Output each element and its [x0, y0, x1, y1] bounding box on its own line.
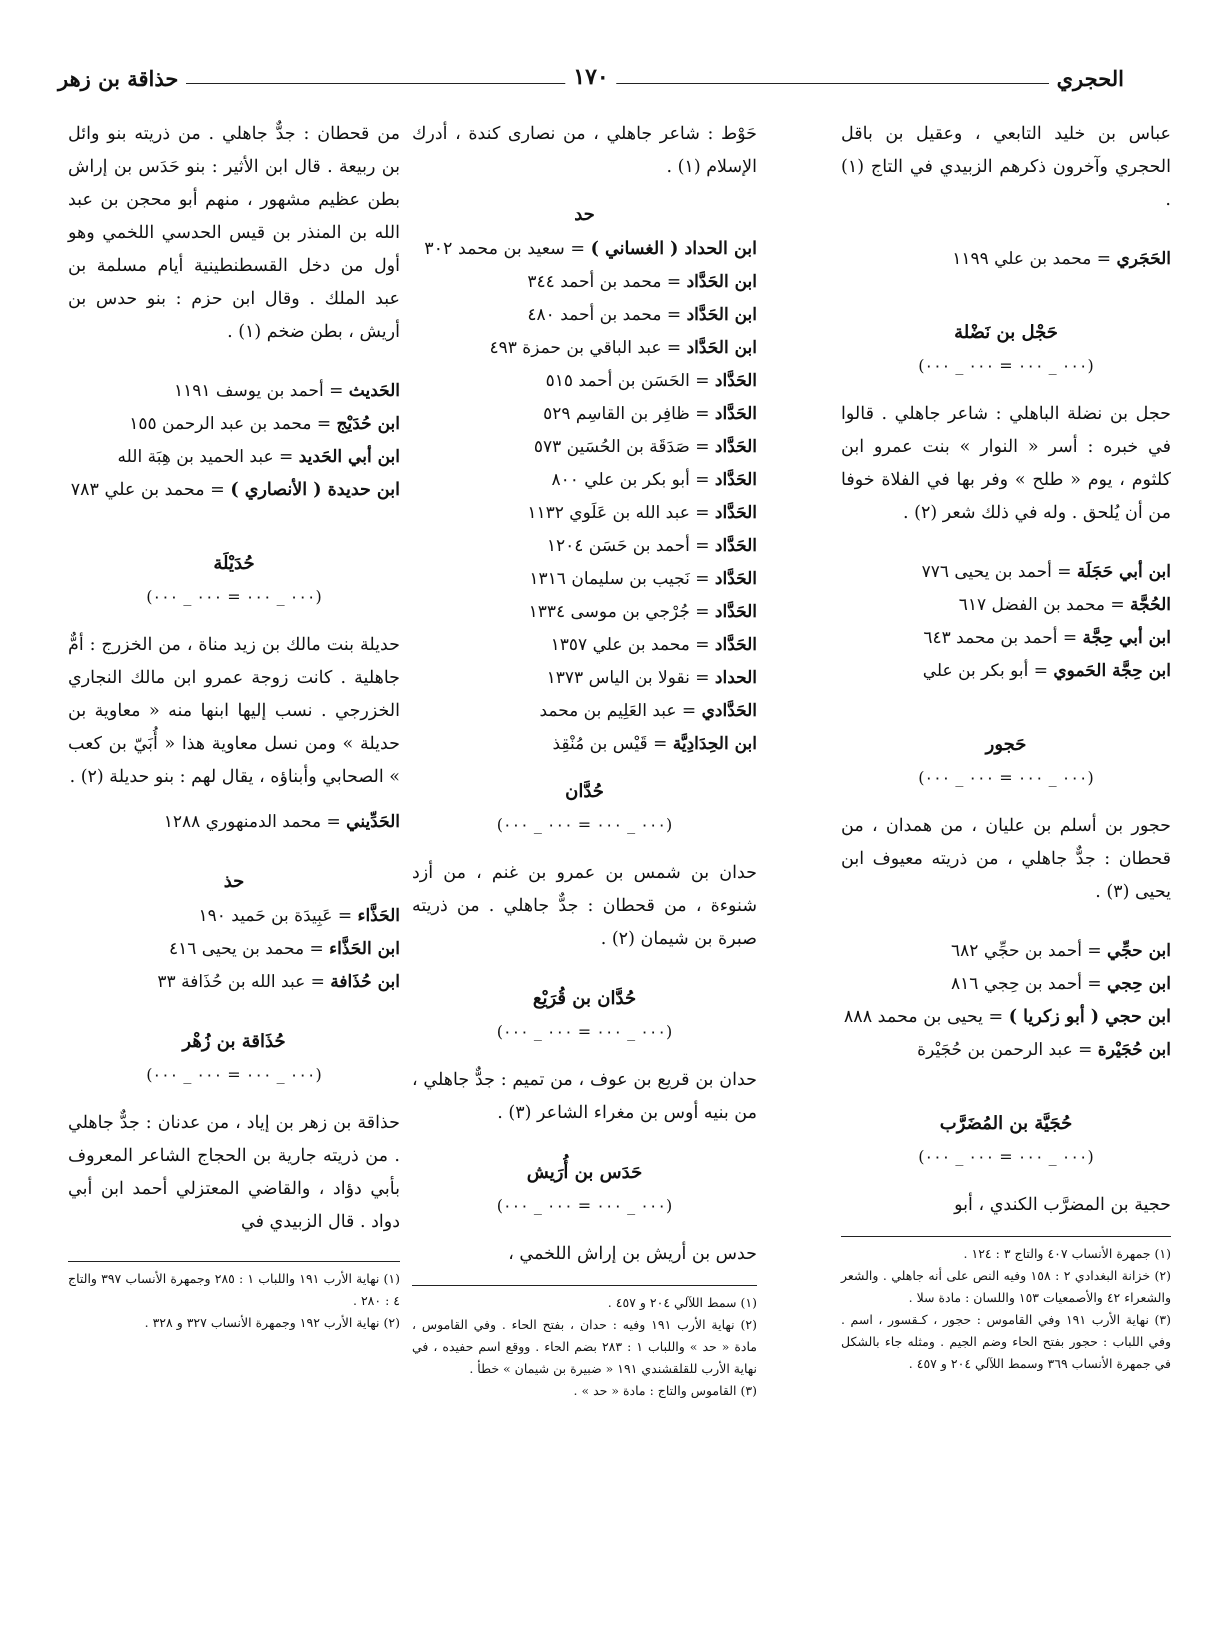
cross-reference: ابن حديدة ( الأنصاري ) = محمد بن علي ٧٨٣ [70, 480, 400, 500]
entry-title: حُجَيَّة بن المُضَرَّب [939, 1113, 1073, 1134]
entry-dates: (٠٠٠ _ ٠٠٠ = ٠٠٠ _ ٠٠٠) [918, 356, 1094, 375]
entry-dates: (٠٠٠ _ ٠٠٠ = ٠٠٠ _ ٠٠٠) [918, 1147, 1094, 1166]
section-heading: حد [574, 204, 595, 225]
running-head-right: الحجري [1049, 66, 1124, 91]
entry-title: حُدَّان [565, 781, 604, 802]
cross-reference: الحَدِّيني = محمد الدمنهوري ١٢٨٨ [163, 812, 400, 832]
entry-body: حجور بن أسلم بن عليان ، من همدان ، من قحطان : جدٌّ جاهلي ، من ذريته معيوف ابن يحيى (٣) . [841, 816, 1171, 902]
cross-reference: ابن الحِدَادِيَّة = قَيْس بن مُنْقِذ [552, 734, 757, 754]
cross-reference: الحَدَّاد = محمد بن علي ١٣٥٧ [550, 635, 757, 655]
cross-reference: ابن أبي حَجَلَة = أحمد بن يحيى ٧٧٦ [921, 562, 1171, 582]
entry-body: حدس بن أريش بن إراش اللخمي ، [508, 1244, 757, 1264]
cross-reference: ابن حِجي = أحمد بن حِجي ٨١٦ [951, 974, 1171, 994]
footnote: (١) سمط اللآلي ٢٠٤ و ٤٥٧ . [607, 1295, 757, 1310]
entry-title: حَجْل بن نَضْلة [954, 322, 1058, 343]
cross-reference: الحُجَّة = محمد بن الفضل ٦١٧ [958, 595, 1171, 615]
entry-body: حجية بن المضرَّب الكندي ، أبو [954, 1195, 1171, 1215]
cross-reference: ابن الحداد ( الغساني ) = سعيد بن محمد ٣٠٢ [424, 239, 757, 259]
column-right [841, 118, 1171, 1375]
cross-reference: الحَدَّاد = الحَسَن بن أحمد ٥١٥ [545, 371, 757, 391]
entry-continuation: حَوْط : شاعر جاهلي ، من نصارى كندة ، أدرك الإسلام (١) . [412, 124, 757, 177]
cross-reference: الحَذَّاء = عَبِيدَة بن حَميد ١٩٠ [198, 906, 400, 926]
cross-reference: الحَجَري = محمد بن علي ١١٩٩ [952, 249, 1171, 269]
cross-reference: الحَدَّاد = عبد الله بن عَلَوي ١١٣٢ [527, 503, 757, 523]
cross-reference: ابن الحَدَّاد = عبد الباقي بن حمزة ٤٩٣ [489, 338, 757, 358]
entry-body: حديلة بنت مالك بن زيد مناة ، من الخزرج : أمٌّ جاهلية . كانت زوجة عمرو ابن مالك النجاري الخزرجي . نسب إليها ابنها منه « معاوية بن حديلة » ومن نسل معاوية هذا « أُبَيّ بن كعب » الصحابي وأبناؤه ، يقال لهم : بنو حديلة (٢) . [68, 635, 400, 787]
cross-reference: ابن حِجَّة الحَموي = أبو بكر بن علي [922, 661, 1171, 681]
entry-dates: (٠٠٠ _ ٠٠٠ = ٠٠٠ _ ٠٠٠) [496, 1196, 673, 1215]
section-heading: حذ [223, 871, 245, 892]
column-middle [412, 118, 757, 1402]
entry-dates: (٠٠٠ _ ٠٠٠ = ٠٠٠ _ ٠٠٠) [146, 1065, 322, 1084]
entry-dates: (٠٠٠ _ ٠٠٠ = ٠٠٠ _ ٠٠٠) [918, 768, 1094, 787]
cross-reference: الحَدَّاد = أبو بكر بن علي ٨٠٠ [551, 470, 757, 490]
cross-reference: الحَدَّاد = صَدَقَة بن الحُسَين ٥٧٣ [533, 437, 757, 457]
cross-reference: ابن الحَدَّاد = محمد بن أحمد ٤٨٠ [527, 305, 757, 325]
cross-reference: ابن حُدَيْج = محمد بن عبد الرحمن ١٥٥ [129, 414, 400, 434]
entry-dates: (٠٠٠ _ ٠٠٠ = ٠٠٠ _ ٠٠٠) [146, 587, 322, 606]
cross-reference: الحَدَّاد = ظافِر بن القاسِم ٥٢٩ [543, 404, 757, 424]
footnote: (٣) القاموس والتاج : مادة « حد » . [573, 1383, 757, 1398]
page-header [58, 66, 1124, 106]
cross-reference: ابن حُجَيْرة = عبد الرحمن بن حُجَيْرة [917, 1040, 1171, 1060]
entry-title: حُذَاقة بن زُهْر [182, 1031, 286, 1052]
entry-continuation: عباس بن خليد التابعي ، وعقيل بن باقل الحجري وآخرون ذكرهم الزبيدي في التاج (١) . [841, 124, 1171, 210]
cross-reference: ابن الحَذَّاء = محمد بن يحيى ٤١٦ [168, 939, 400, 959]
cross-reference: الحداد = نقولا بن الياس ١٣٧٣ [546, 668, 757, 688]
entry-title: حُدَّان بن قُرَيْع [532, 988, 637, 1009]
cross-reference: ابن حجِّي = أحمد بن حجِّي ٦٨٢ [951, 941, 1171, 961]
entry-body: حدان بن شمس بن عمرو بن غنم ، من أزد شنوءة ، من قحطان : جدٌّ جاهلي . من ذريته صبرة بن شيمان (٢) . [412, 863, 757, 949]
cross-reference: الحَدَّاد = جُرْجي بن موسى ١٣٣٤ [528, 602, 757, 622]
footnote: (١) نهاية الأرب ١٩١ واللباب ١ : ٢٨٥ وجمهرة الأنساب ٣٩٧ والتاج ٤ : ٢٨٠ . [68, 1271, 400, 1308]
entry-dates: (٠٠٠ _ ٠٠٠ = ٠٠٠ _ ٠٠٠) [496, 1022, 673, 1041]
footnote-rule [68, 1261, 400, 1262]
entry-body: حجل بن نضلة الباهلي : شاعر جاهلي . قالوا في خبره : أسر « النوار » بنت عمرو ابن كلثوم ، يوم « طلح » وفر بها في الفلاة خوفا من أن يُلحق . وله في ذلك شعر (٢) . [841, 404, 1171, 523]
footnote-rule [841, 1236, 1171, 1237]
cross-reference: ابن حُذَافة = عبد الله بن حُذَافة ٣٣ [157, 972, 400, 992]
cross-reference: الحَديث = أحمد بن يوسف ١١٩١ [173, 381, 400, 401]
footnote: (١) جمهرة الأنساب ٤٠٧ والتاج ٣ : ١٢٤ . [963, 1246, 1171, 1261]
cross-reference: الحَدَّاد = نَجيب بن سليمان ١٣١٦ [529, 569, 757, 589]
footnote: (٣) نهاية الأرب ١٩١ وفي القاموس : حجور ، كـقسور ، اسم . وفي اللباب : حجور بفتح الحاء وضم الجيم . ومثله جاء بالشكل في جمهرة الأنساب ٣٦٩ وسمط اللآلي ٢٠٤ و ٤٥٧ . [841, 1312, 1171, 1371]
entry-body: حدان بن قريع بن عوف ، من تميم : جدٌّ جاهلي ، من بنيه أوس بن مغراء الشاعر (٣) . [412, 1070, 757, 1123]
column-left [68, 118, 400, 1334]
cross-reference: ابن أبي الحَديد = عبد الحميد بن هِبَة الله [117, 447, 400, 467]
running-head-left: حذاقة بن زهر [58, 66, 186, 91]
cross-reference: ابن حجي ( أبو زكريا ) = يحيى بن محمد ٨٨٨ [843, 1007, 1171, 1027]
cross-reference: ابن الحَدَّاد = محمد بن أحمد ٣٤٤ [527, 272, 757, 292]
footnote: (٢) خزانة البغدادي ٢ : ١٥٨ وفيه النص على أنه جاهلي . والشعر والشعراء ٤٢ والأصمعيات ١٥٣ واللسان : مادة سلا . [841, 1268, 1171, 1305]
entry-continuation: من قحطان : جدٌّ جاهلي . من ذريته بنو وائل بن ربيعة . قال ابن الأثير : بنو حَدَس بن إراش بطن عظيم مشهور ، منهم أبو محجن بن عبد الله بن المنذر بن قيس الحدسي اللخمي وهو أول من دخل القسطنطينية أيام مسلمة بن عبد الملك . وقال ابن حزم : بنو حدس بن أريش ، بطن ضخم (١) . [68, 124, 400, 342]
footnote: (٢) نهاية الأرب ١٩٢ وجمهرة الأنساب ٣٢٧ و ٣٢٨ . [144, 1315, 400, 1330]
cross-reference: ابن أبي حِجَّة = أحمد بن محمد ٦٤٣ [923, 628, 1171, 648]
cross-reference: الحَدَّادي = عبد العَلِيم بن محمد [539, 701, 757, 721]
footnote: (٢) نهاية الأرب ١٩١ وفيه : حدان ، بفتح الحاء . وفي القاموس ، مادة « حد » واللباب ١ : ٢٨٣ بضم الحاء . ووقع اسم حفيده ، في نهاية الأرب للقلقشندي ١٩١ « ضبيرة بن شيمان » خطأ . [412, 1317, 757, 1376]
entry-dates: (٠٠٠ _ ٠٠٠ = ٠٠٠ _ ٠٠٠) [496, 815, 673, 834]
entry-title: حَجور [985, 734, 1027, 755]
footnote-rule [412, 1285, 757, 1286]
cross-reference: الحَدَّاد = أحمد بن حَسَن ١٢٠٤ [546, 536, 757, 556]
entry-title: حَدَس بن أُرَيش [526, 1162, 643, 1183]
entry-body: حذاقة بن زهر بن إياد ، من عدنان : جدٌّ جاهلي . من ذريته جارية بن الحجاج الشاعر المعروف بأبي دؤاد ، والقاضي المعتزلي أحمد ابن أبي دواد . قال الزبيدي في [68, 1113, 400, 1232]
entry-title: حُدَيْلَة [213, 553, 255, 574]
page-number: ١٧٠ [565, 64, 616, 90]
